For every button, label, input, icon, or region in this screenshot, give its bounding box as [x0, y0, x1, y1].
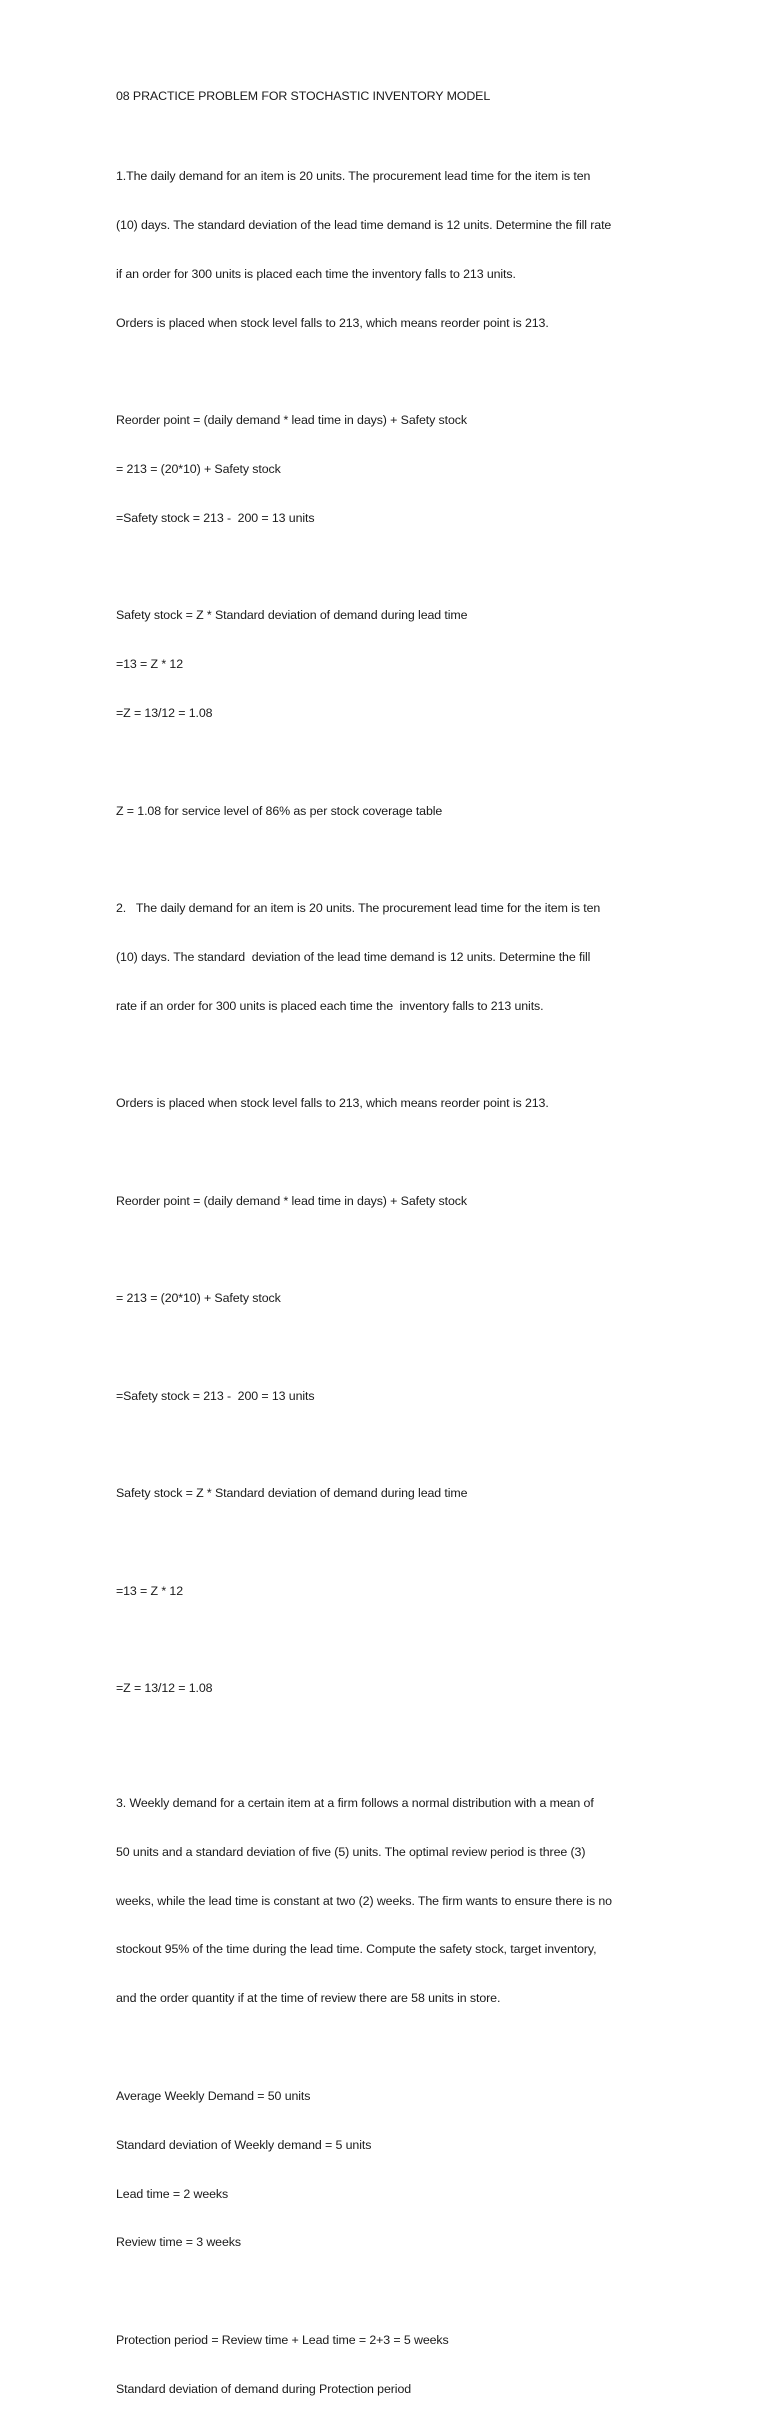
text-line: Safety stock = Z * Standard deviation of demand during lead time [116, 608, 468, 623]
problem-2-eq4 [116, 1648, 676, 1729]
text-line: =13 = Z * 12 [116, 1583, 183, 1598]
text-line: =Safety stock = 213 - 200 = 13 units [116, 1388, 315, 1403]
problem-2-reorder [116, 1160, 676, 1241]
text-line: = 213 = (20*10) + Safety stock [116, 1291, 281, 1306]
text-line: Orders is placed when stock level falls to 213, which means reorder point is 213. [116, 1096, 549, 1111]
text-line: and the order quantity if at the time of review there are 58 units in store. [116, 1991, 501, 2006]
text-line: 2. The daily demand for an item is 20 units. The procurement lead time for the item is ten [116, 901, 601, 916]
text-line: Lead time = 2 weeks [116, 2186, 229, 2201]
text-line: Average Weekly Demand = 50 units [116, 2088, 311, 2103]
problem-1-statement [116, 135, 676, 363]
text-line: (10) days. The standard deviation of the lead time demand is 12 units. Determine the fill rate [116, 217, 612, 232]
problem-1-safety [116, 575, 676, 754]
problem-3-givens [116, 2055, 676, 2283]
text-line: Reorder point = (daily demand * lead time in days) + Safety stock [116, 1193, 467, 1208]
text-line: 50 units and a standard deviation of five (5) units. The optimal review period is three (3) [116, 1844, 586, 1859]
text-line: Review time = 3 weeks [116, 2235, 241, 2250]
problem-2-orders [116, 1063, 676, 1144]
problem-2-eq2 [116, 1355, 676, 1436]
problem-3-protection [116, 2299, 676, 2429]
text-line: Standard deviation of Weekly demand = 5 units [116, 2137, 372, 2152]
problem-2-eq1 [116, 1258, 676, 1339]
document-title: 08 PRACTICE PROBLEM FOR STOCHASTIC INVENTORY MODEL [116, 89, 491, 103]
text-line: (10) days. The standard deviation of the lead time demand is 12 units. Determine the fill [116, 949, 591, 964]
text-line: =Z = 13/12 = 1.08 [116, 1681, 213, 1696]
text-line: 3. Weekly demand for a certain item at a firm follows a normal distribution with a mean of [116, 1795, 594, 1810]
text-line: stockout 95% of the time during the lead time. Compute the safety stock, target inventory, [116, 1942, 597, 1957]
text-line: = 213 = (20*10) + Safety stock [116, 461, 281, 476]
text-line: Safety stock = Z * Standard deviation of demand during lead time [116, 1486, 468, 1501]
document-body [116, 88, 676, 2430]
problem-2-safety [116, 1453, 676, 1534]
text-line: if an order for 300 units is placed each time the inventory falls to 213 units. [116, 266, 516, 281]
text-line: =Z = 13/12 = 1.08 [116, 706, 213, 721]
text-line: Reorder point = (daily demand * lead time in days) + Safety stock [116, 413, 467, 428]
text-line: =Safety stock = 213 - 200 = 13 units [116, 510, 315, 525]
problem-1-reorder [116, 379, 676, 558]
problem-1-conclusion [116, 770, 676, 851]
text-line: rate if an order for 300 units is placed each time the inventory falls to 213 units. [116, 998, 544, 1013]
text-line: =13 = Z * 12 [116, 657, 183, 672]
text-line: 1.The daily demand for an item is 20 units. The procurement lead time for the item is ten [116, 168, 591, 183]
text-line: Protection period = Review time + Lead time = 2+3 = 5 weeks [116, 2332, 449, 2347]
problem-2-eq3 [116, 1550, 676, 1631]
text-line: Orders is placed when stock level falls to 213, which means reorder point is 213. [116, 315, 549, 330]
problem-3-statement [116, 1762, 676, 2039]
text-line: Standard deviation of demand during Protection period [116, 2381, 412, 2396]
text-line: Z = 1.08 for service level of 86% as per stock coverage table [116, 803, 443, 818]
problem-2-statement [116, 867, 676, 1046]
text-line: weeks, while the lead time is constant at two (2) weeks. The firm wants to ensure there is no [116, 1893, 612, 1908]
